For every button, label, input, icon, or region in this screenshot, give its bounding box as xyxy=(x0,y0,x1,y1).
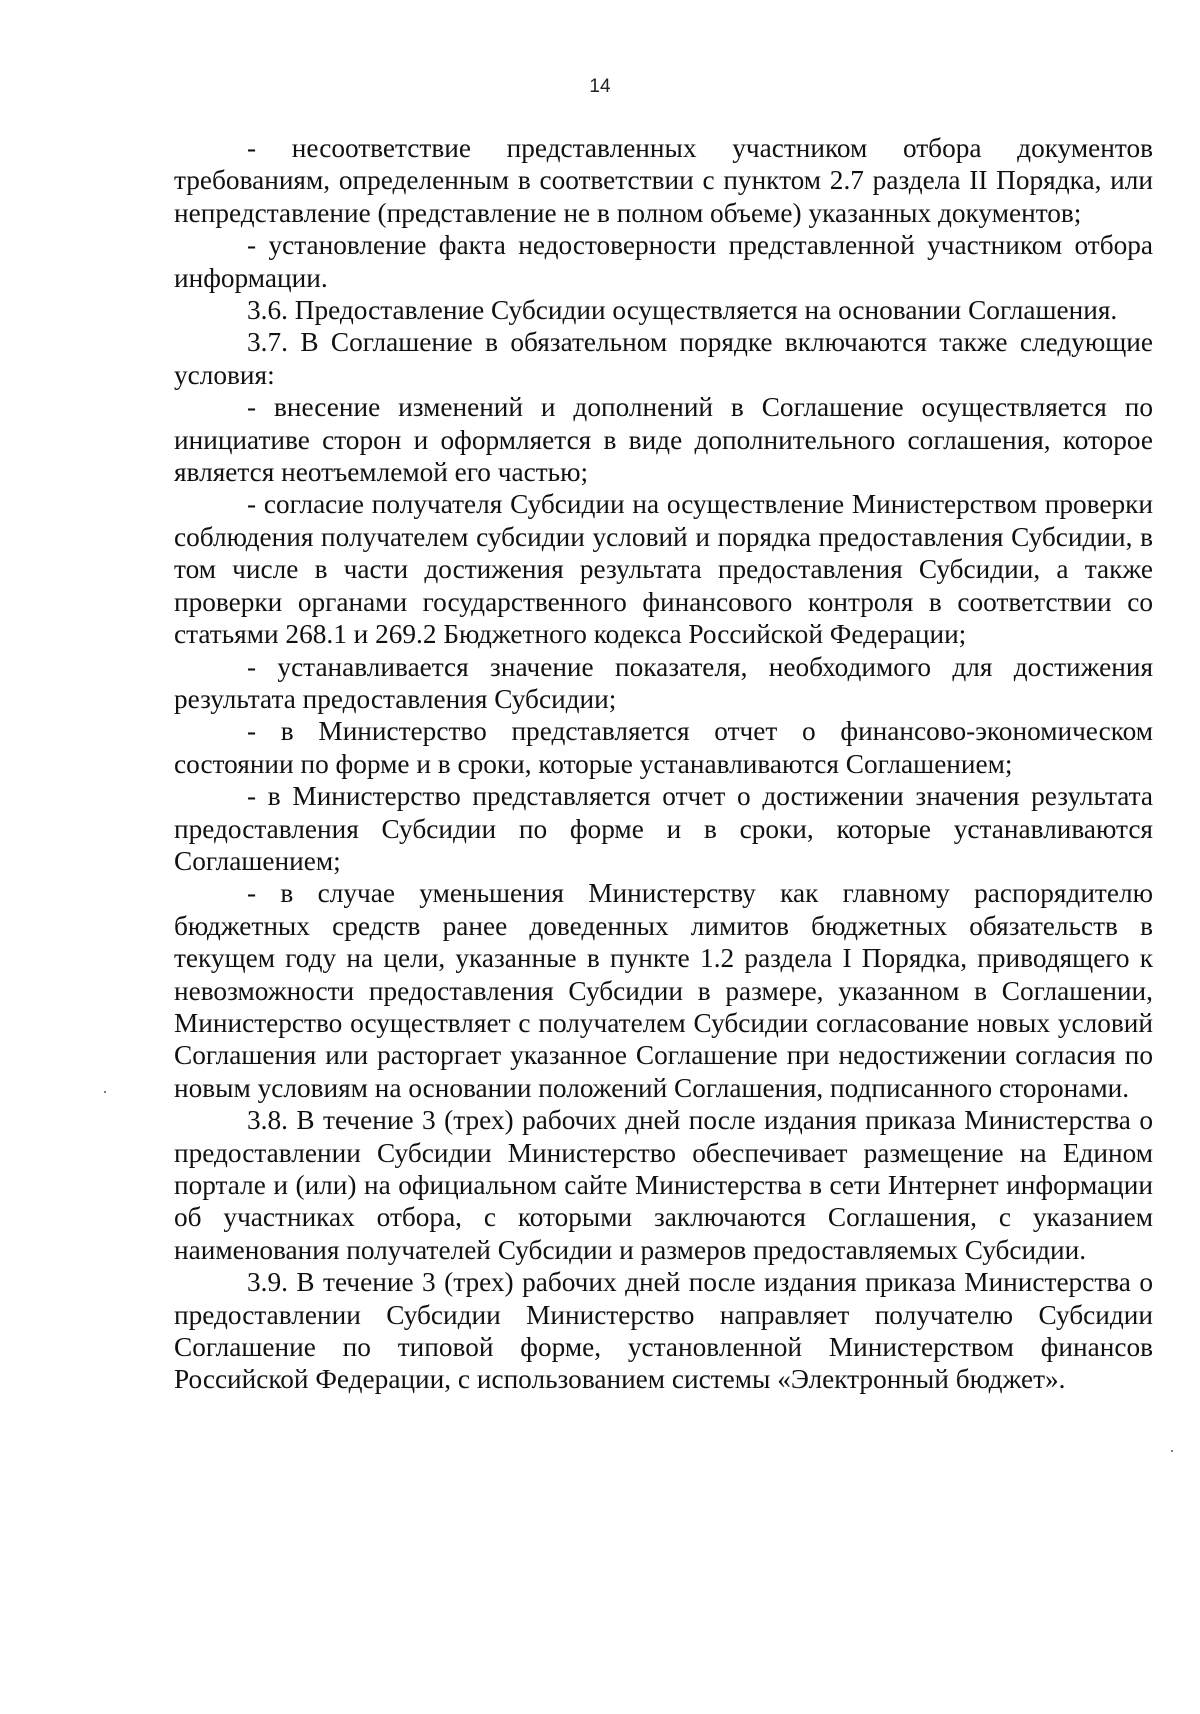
paragraph-indicator: - устанавливается значение показателя, необходимого для достижения результата предоставления Субсидии; xyxy=(174,651,1153,714)
paragraph-3-9: 3.9. В течение 3 (трех) рабочих дней после издания приказа Министерства о предоставлении Субсидии Министерство направляет получателю Субсидии Соглашение по типовой форме, установленной Министерством финансов Российской Федерации, с использованием системы «Электронный бюджет». xyxy=(174,1267,1153,1395)
document-body xyxy=(174,132,1153,1396)
paragraph-amendments: - внесение изменений и дополнений в Соглашение осуществляется по инициативе сторон и оформляется в виде дополнительного соглашения, которое является неотъемлемой его частью; xyxy=(174,392,1153,488)
page-number: 14 xyxy=(589,76,611,97)
paragraph-3-8: 3.8. В течение 3 (трех) рабочих дней после издания приказа Министерства о предоставлении Субсидии Министерство обеспечивает размещение на Едином портале и (или) на официальном сайте Министерства в сети Интернет информации об участниках отбора, с которыми заключаются Соглашения, с указанием наименования получателей Субсидии и размеров предоставляемых Субсидии. xyxy=(174,1105,1153,1265)
paragraph-result-report: - в Министерство представляется отчет о достижении значения результата предоставления Субсидии по форме и в сроки, которые устанавливаются Соглашением; xyxy=(174,781,1153,876)
paragraph-3-7: 3.7. В Соглашение в обязательном порядке включаются также следующие условия: xyxy=(174,327,1153,390)
paragraph-consent: - согласие получателя Субсидии на осуществление Министерством проверки соблюдения получателем субсидии условий и порядка предоставления Субсидии, в том числе в части достижения результата предоставления Субсидии, а также проверки органами государственного финансового контроля в соответствии со статьями 268.1 и 269.2 Бюджетного кодекса Российской Федерации; xyxy=(174,489,1153,650)
paragraph-financial-report: - в Министерство представляется отчет о финансово-экономическом состоянии по форме и в сроки, которые устанавливаются Соглашением; xyxy=(174,716,1153,779)
paragraph-nonconformity: - несоответствие представленных участником отбора документов требованиям, определенным в соответствии с пунктом 2.7 раздела II Порядка, или непредставление (представление не в полном объеме) указанных документов; xyxy=(174,133,1153,228)
paragraph-3-6: 3.6. Предоставление Субсидии осуществляется на основании Соглашения. xyxy=(247,295,1118,326)
paragraph-unreliable-info: - установление факта недостоверности представленной участником отбора информации. xyxy=(174,230,1153,293)
paragraph-limit-reduction: - в случае уменьшения Министерству как главному распорядителю бюджетных средств ранее доведенных лимитов бюджетных обязательств в текущем году на цели, указанные в пункте 1.2 раздела I Порядка, приводящего к невозможности предоставления Субсидии в размере, указанном в Соглашении, Министерство осуществляет с получателем Субсидии согласование новых условий Соглашения или расторгает указанное Соглашение при недостижении согласия по новым условиям на основании положений Соглашения, подписанного сторонами. xyxy=(174,878,1153,1103)
